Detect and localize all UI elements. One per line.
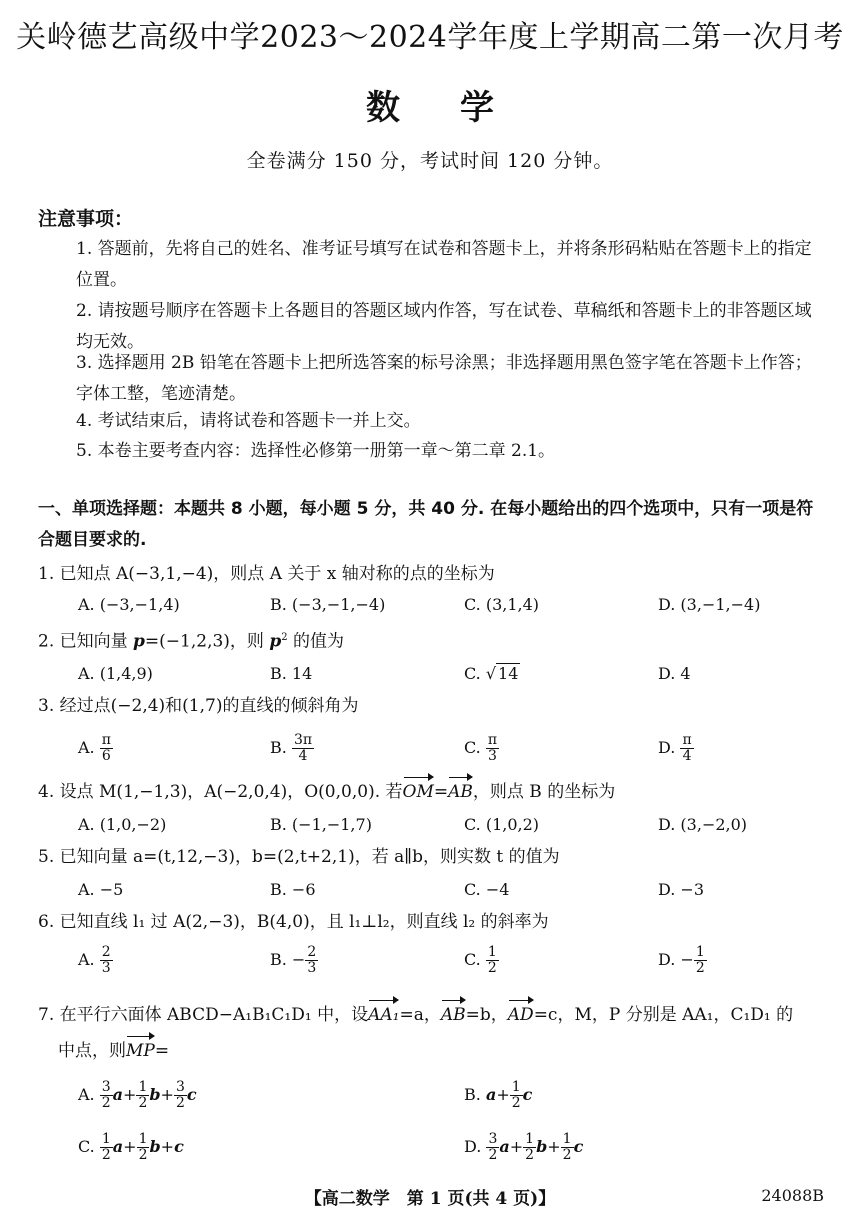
option-d: D. (3,−2,0) xyxy=(658,815,748,834)
option-d: D. (3,−1,−4) xyxy=(658,595,761,614)
option-a: A. (1,4,9) xyxy=(78,664,153,683)
score-line: 全卷满分 150 分，考试时间 120 分钟。 xyxy=(246,150,614,172)
question-5-stem: 5. 已知向量 a=(t,12,−3)，b=(2,t+2,1)，若 a∥b，则实数 t 的值为 xyxy=(38,847,560,867)
option-c: C. $\frac{1}{2}$ xyxy=(464,944,497,976)
notice-item-5: 5. 本卷主要考查内容：选择性必修第一册第一章～第二章 2.1。 xyxy=(76,441,556,461)
question-7-stem: 7. 在平行六面体 ABCD−A₁B₁C₁D₁ 中，设AA₁=a，AB=b，AD=c，M，P 分别是 AA₁，C₁D₁ 的 xyxy=(38,1001,828,1029)
option-d: D. − $\frac{1}{2}$ xyxy=(658,944,705,976)
option-d: D. −3 xyxy=(658,880,705,899)
option-b: B. $\frac{3\pi}{4}$ xyxy=(270,732,313,764)
option-a: A. $\frac{\pi}{6}$ xyxy=(78,732,111,764)
option-b: B. 14 xyxy=(270,664,313,683)
option-d: D. $\frac{\pi}{4}$ xyxy=(658,732,692,764)
question-7-stem-line2: 中点，则MP= xyxy=(58,1037,848,1065)
paper-code: 24088B xyxy=(761,1186,824,1205)
question-1-stem: 1. 已知点 A(−3,1,−4)，则点 A 关于 x 轴对称的点的坐标为 xyxy=(38,564,495,584)
notice-item-4: 4. 考试结束后，请将试卷和答题卡一并上交。 xyxy=(76,411,421,431)
question-3-stem: 3. 经过点(−2,4)和(1,7)的直线的倾斜角为 xyxy=(38,696,359,716)
option-c: C. (3,1,4) xyxy=(464,595,540,614)
option-d: D. $\frac{3}{2}$ a+ $\frac{1}{2}$ b+ $\frac{1}{2}$ c xyxy=(464,1131,584,1163)
option-a: A. $\frac{3}{2}$ a+ $\frac{1}{2}$ b+ $\frac{3}{2}$ c xyxy=(78,1079,197,1111)
option-c: C. $\frac{\pi}{3}$ xyxy=(464,732,498,764)
option-a: A. (1,0,−2) xyxy=(78,815,167,834)
section-heading: 一、单项选择题：本题共 8 小题，每小题 5 分，共 40 分. 在每小题给出的四个选项中，只有一项是符合题目要求的. xyxy=(38,499,814,550)
option-b: B. (−3,−1,−4) xyxy=(270,595,386,614)
option-c: C. $\frac{1}{2}$ a+ $\frac{1}{2}$ b+c xyxy=(78,1131,184,1163)
option-c: C. (1,0,2) xyxy=(464,815,540,834)
subject-title: 数学 xyxy=(366,88,554,128)
option-a: A. (−3,−1,4) xyxy=(78,595,180,614)
option-a: A. −5 xyxy=(78,880,124,899)
notice-item-1: 1. 答题前，先将自己的姓名、准考证号填写在试卷和答题卡上，并将条形码粘贴在答题卡上的指定位置。 xyxy=(76,239,812,290)
exam-title: 关岭德艺高级中学2023～2024学年度上学期高二第一次月考 xyxy=(16,20,844,55)
notice-item-3: 3. 选择题用 2B 铅笔在答题卡上把所选答案的标号涂黑；非选择题用黑色签字笔在答题卡上作答；字体工整，笔迹清楚。 xyxy=(76,353,812,404)
question-4-stem: 4. 设点 M(1,−1,3)，A(−2,0,4)，O(0,0,0). 若OM=AB，则点 B 的坐标为 xyxy=(38,778,828,806)
option-c: C. √ 14 xyxy=(464,664,519,683)
option-d: D. 4 xyxy=(658,664,691,683)
question-6-stem: 6. 已知直线 l₁ 过 A(2,−3)，B(4,0)，且 l₁⊥l₂，则直线 l₂ 的斜率为 xyxy=(38,912,549,932)
question-2-stem: 2. 已知向量 p=(−1,2,3)，则 $p^2$ 的值为 xyxy=(38,631,345,652)
option-b: B. (−1,−1,7) xyxy=(270,815,372,834)
option-b: B. a+ $\frac{1}{2}$ c xyxy=(464,1079,533,1111)
notice-item-2: 2. 请按题号顺序在答题卡上各题目的答题区域内作答，写在试卷、草稿纸和答题卡上的非答题区域均无效。 xyxy=(76,301,812,352)
page-footer: 【高二数学 第 1 页(共 4 页)】 xyxy=(304,1189,556,1209)
option-c: C. −4 xyxy=(464,880,510,899)
notice-heading: 注意事项： xyxy=(38,208,134,230)
option-a: A. $\frac{2}{3}$ xyxy=(78,944,111,976)
option-b: B. − $\frac{2}{3}$ xyxy=(270,944,317,976)
option-b: B. −6 xyxy=(270,880,316,899)
